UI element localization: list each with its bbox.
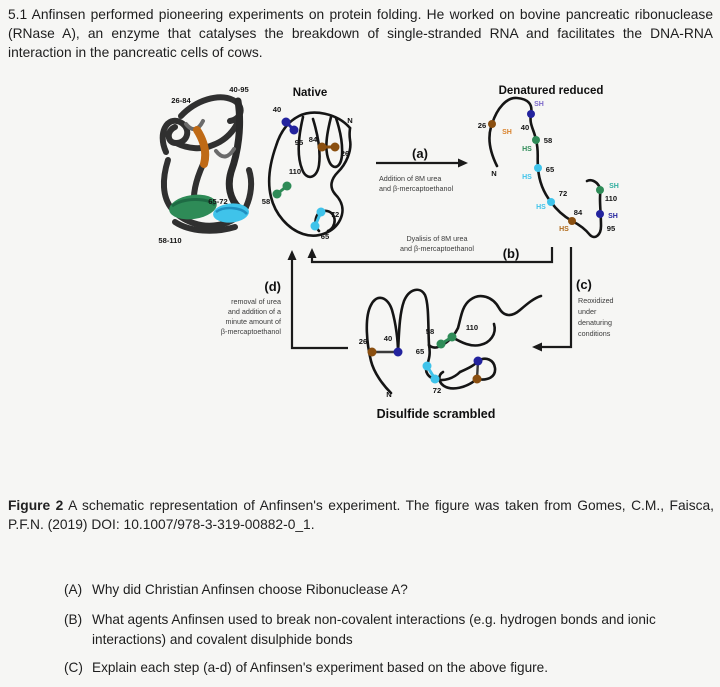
step-b-text-1: Dyalisis of 8M urea <box>406 234 468 243</box>
ribbon-label-65-72: 65-72 <box>208 197 228 206</box>
step-d-text-4: β-mercaptoethanol <box>220 327 281 336</box>
cys-dot-84 <box>318 143 327 152</box>
native-label-72: 72 <box>330 210 340 219</box>
hs-label-72: HS <box>536 204 546 211</box>
scrambled-label-26: 26 <box>358 337 368 346</box>
cys-dot-40 <box>282 118 291 127</box>
sh-label-95: SH <box>608 213 618 220</box>
scrambled-label-40: 40 <box>383 334 393 343</box>
step-c-text-4: conditions <box>578 329 611 338</box>
figure-caption-text: A schematic representation of Anfinsen's experiment. The figure was taken from Gomes, C.M., Faisca, P.F.N. (2019) DOI: 10.1007/978-3-319-00882-0_1. <box>8 498 715 532</box>
cys-dot-58 <box>273 190 282 199</box>
step-c-text-2: under <box>578 307 597 316</box>
step-a-label: (a) <box>412 146 428 161</box>
native-label-95: 95 <box>294 138 304 147</box>
native-label-26: 26 <box>340 149 350 158</box>
scrambled-label-72: 72 <box>432 386 442 395</box>
step-b-text-2: and β-mercaptoethanol <box>399 244 475 253</box>
ribbon-label-58-110: 58-110 <box>158 236 182 245</box>
native-label-58: 58 <box>261 197 271 206</box>
hs-label-84: HS <box>559 226 569 233</box>
step-d-arrowhead <box>288 250 297 260</box>
cys-dot-65 <box>534 164 542 172</box>
cys-dot-65 <box>311 222 320 231</box>
cys-dot-58 <box>532 136 540 144</box>
question-b-text: What agents Anfinsen used to break non-covalent interactions (e.g. hydrogen bonds and ionic interactions) and covalent disulphide bonds <box>92 612 656 647</box>
native-structure <box>262 87 353 241</box>
ribbon-label-40-95: 40-95 <box>229 85 249 94</box>
scrambled-title: Disulfide scrambled <box>376 407 496 421</box>
question-c-label: (C) <box>64 660 83 675</box>
scrambled-backbone <box>398 290 429 352</box>
cys-dot-95 <box>474 357 483 366</box>
native-label-84: 84 <box>308 135 318 144</box>
cys-dot-26 <box>331 143 340 152</box>
figure-svg <box>148 78 663 430</box>
step-a-arrowhead <box>458 159 468 168</box>
step-d-line <box>292 258 348 348</box>
scrambled-label-58: 58 <box>425 327 435 336</box>
scrambled-label-65: 65 <box>415 347 425 356</box>
ribbon-structure <box>158 85 251 245</box>
step-d-label: (d) <box>264 279 281 294</box>
step-d <box>221 250 348 348</box>
denatured-label-84: 84 <box>573 208 583 217</box>
cys-dot-72 <box>547 198 555 206</box>
question-a-label: (A) <box>64 582 83 597</box>
figure-caption <box>8 496 714 534</box>
scrambled-backbone <box>439 359 495 389</box>
step-a-text-1: Addition of 8M urea <box>379 174 442 183</box>
step-c-text-3: denaturing <box>578 318 612 327</box>
cys-dot-110 <box>448 333 457 342</box>
cys-dot-84 <box>473 375 482 384</box>
step-b <box>308 234 553 262</box>
figure-caption-number: Figure 2 <box>8 498 64 513</box>
sh-label-40: SH <box>534 101 544 108</box>
denatured-label-65: 65 <box>545 165 555 174</box>
cys-dot-72 <box>431 375 440 384</box>
hs-label-65: HS <box>522 174 532 181</box>
denatured-label-40: 40 <box>520 123 530 132</box>
question-a-text: Why did Christian Anfinsen choose Ribonuclease A? <box>92 582 408 597</box>
ribbon-highlight <box>216 149 234 157</box>
intro-paragraph: 5.1 Anfinsen performed pioneering experiments on protein folding. He worked on bovine pancreatic ribonuclease (RNase A), an enzyme that catalyses the breakdown of single-stranded RNA and facilitates the DNA-RNA interaction in the pancreatic cells of cows. <box>8 7 713 60</box>
scrambled-backbone <box>367 298 398 393</box>
denatured-label-72: 72 <box>558 189 568 198</box>
denatured-reduced-structure <box>478 85 619 237</box>
cys-dot-58 <box>437 340 446 349</box>
anfinsen-experiment-figure <box>148 78 663 430</box>
question-b <box>64 610 714 649</box>
ribbon-stroke <box>246 170 251 207</box>
question-a <box>64 580 714 600</box>
step-d-text-1: removal of urea <box>231 297 281 306</box>
step-d-text-3: minute amount of <box>225 317 281 326</box>
cys-dot-95 <box>596 210 604 218</box>
cys-dot-40 <box>527 110 535 118</box>
disulfide-scrambled-structure <box>359 290 541 421</box>
step-c-label: (c) <box>576 277 592 292</box>
denatured-label-N: N <box>491 169 497 178</box>
cys-dot-26 <box>368 348 377 357</box>
cys-dot-40 <box>394 348 403 357</box>
hs-label-58: HS <box>522 146 532 153</box>
sh-label-26: SH <box>502 129 512 136</box>
step-b-arrowhead <box>308 248 317 258</box>
denatured-label-95: 95 <box>606 224 616 233</box>
question-b-label: (B) <box>64 612 83 627</box>
native-label-65: 65 <box>320 232 330 241</box>
step-a-text-2: and β-mercaptoethanol <box>379 184 454 193</box>
native-label-110: 110 <box>288 167 302 176</box>
scrambled-label-N: N <box>386 390 392 399</box>
scrambled-label-110: 110 <box>465 323 479 332</box>
cys-dot-110 <box>283 182 292 191</box>
step-c-arrowhead <box>532 343 542 352</box>
cys-dot-110 <box>596 186 604 194</box>
cys-dot-95 <box>290 126 299 135</box>
cys-dot-26 <box>488 120 496 128</box>
native-label-N: N <box>347 116 353 125</box>
denatured-title: Denatured reduced <box>498 85 604 97</box>
step-d-text-2: and addition of a <box>227 307 281 316</box>
native-title: Native <box>292 87 328 99</box>
native-label-40: 40 <box>272 105 282 114</box>
step-c-text-1: Reoxidized <box>578 296 614 305</box>
question-c-text: Explain each step (a-d) of Anfinsen's experiment based on the above figure. <box>92 660 549 675</box>
denatured-label-26: 26 <box>477 121 487 130</box>
question-c <box>64 658 714 678</box>
denatured-label-58: 58 <box>543 136 553 145</box>
cys-dot-72 <box>317 208 326 217</box>
native-backbone <box>326 117 342 167</box>
cys-dot-84 <box>568 217 576 225</box>
step-a <box>376 146 468 193</box>
denatured-label-110: 110 <box>604 194 618 203</box>
ribbon-label-26-84: 26-84 <box>171 96 191 105</box>
sh-label-110: SH <box>609 183 619 190</box>
cys-dot-65 <box>423 362 432 371</box>
step-b-label: (b) <box>502 246 520 261</box>
